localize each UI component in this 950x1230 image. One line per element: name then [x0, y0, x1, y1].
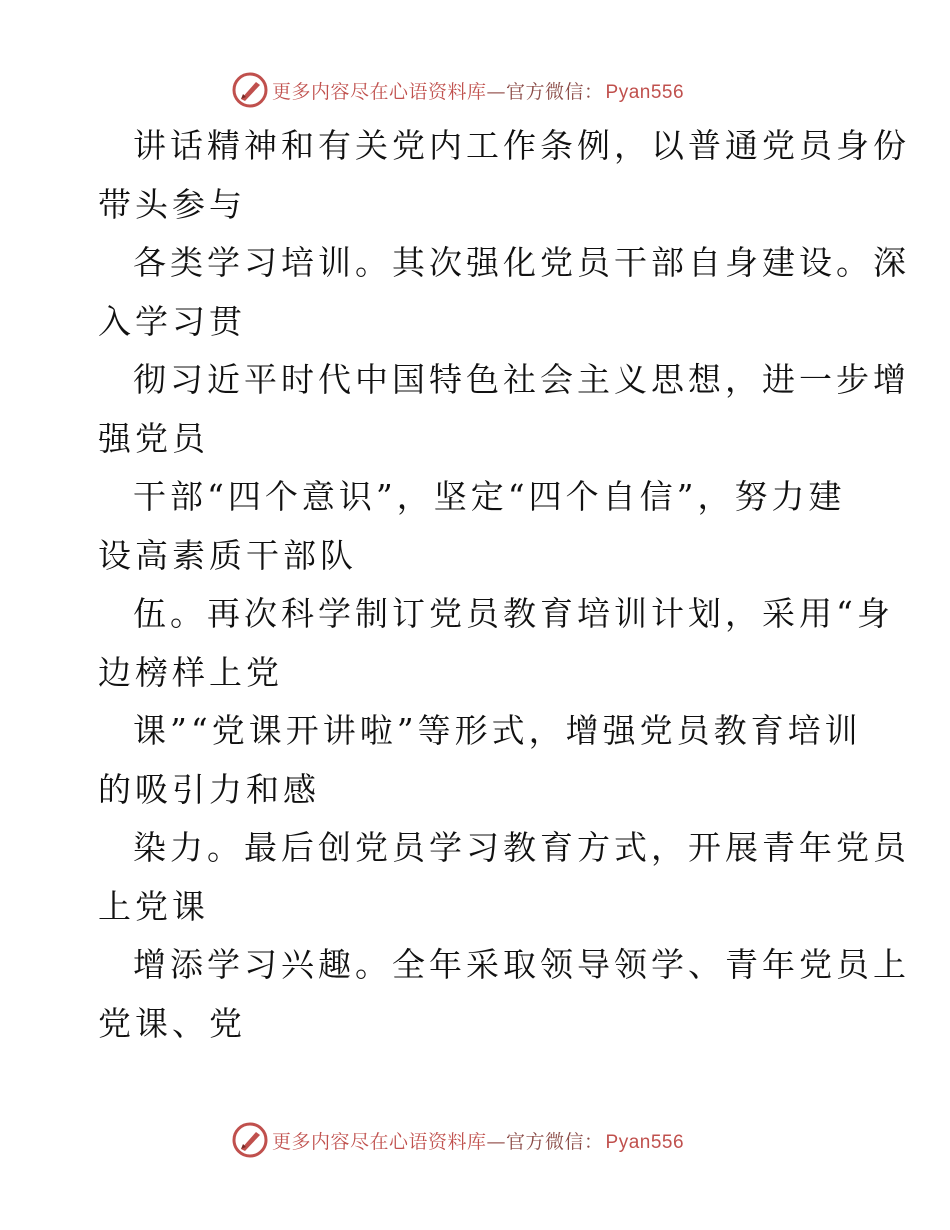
pen-logo-icon: [232, 72, 268, 108]
paragraph-line: 干部“四个意识”，坚定“四个自信”，努力建: [133, 477, 846, 516]
footer-watermark: [232, 1120, 684, 1160]
paragraph-line: 课”“党课开讲啦”等形式，增强党员教育培训: [133, 711, 862, 750]
paragraph-line: 强党员: [98, 418, 209, 458]
paragraph-line: 讲话精神和有关党内工作条例，以普通党员身份: [133, 126, 910, 165]
paragraph-line: 上党课: [98, 886, 209, 926]
watermark-text: 更多内容尽在心语资料库—官方微信： Pyan556: [272, 1130, 685, 1153]
paragraph-line: 的吸引力和感: [98, 769, 320, 809]
paragraph-line: 染力。最后创党员学习教育方式，开展青年党员: [133, 828, 910, 867]
watermark-text: 更多内容尽在心语资料库—官方微信： Pyan556: [272, 80, 685, 103]
paragraph-line: 彻习近平时代中国特色社会主义思想，进一步增: [133, 360, 910, 399]
paragraph-line: 设高素质干部队: [98, 535, 357, 575]
pen-logo-icon: [232, 1122, 268, 1158]
paragraph-line: 边榜样上党: [98, 652, 283, 692]
paragraph-line: 入学习贯: [98, 301, 246, 341]
paragraph-line: 伍。再次科学制订党员教育培训计划，采用“身: [133, 594, 894, 633]
paragraph-line: 带头参与: [98, 184, 246, 224]
paragraph-line: 党课、党: [98, 1003, 246, 1043]
paragraph-line: 各类学习培训。其次强化党员干部自身建设。深: [133, 243, 910, 282]
header-watermark: [232, 70, 684, 110]
paragraph-line: 增添学习兴趣。全年采取领导领学、青年党员上: [133, 945, 910, 984]
